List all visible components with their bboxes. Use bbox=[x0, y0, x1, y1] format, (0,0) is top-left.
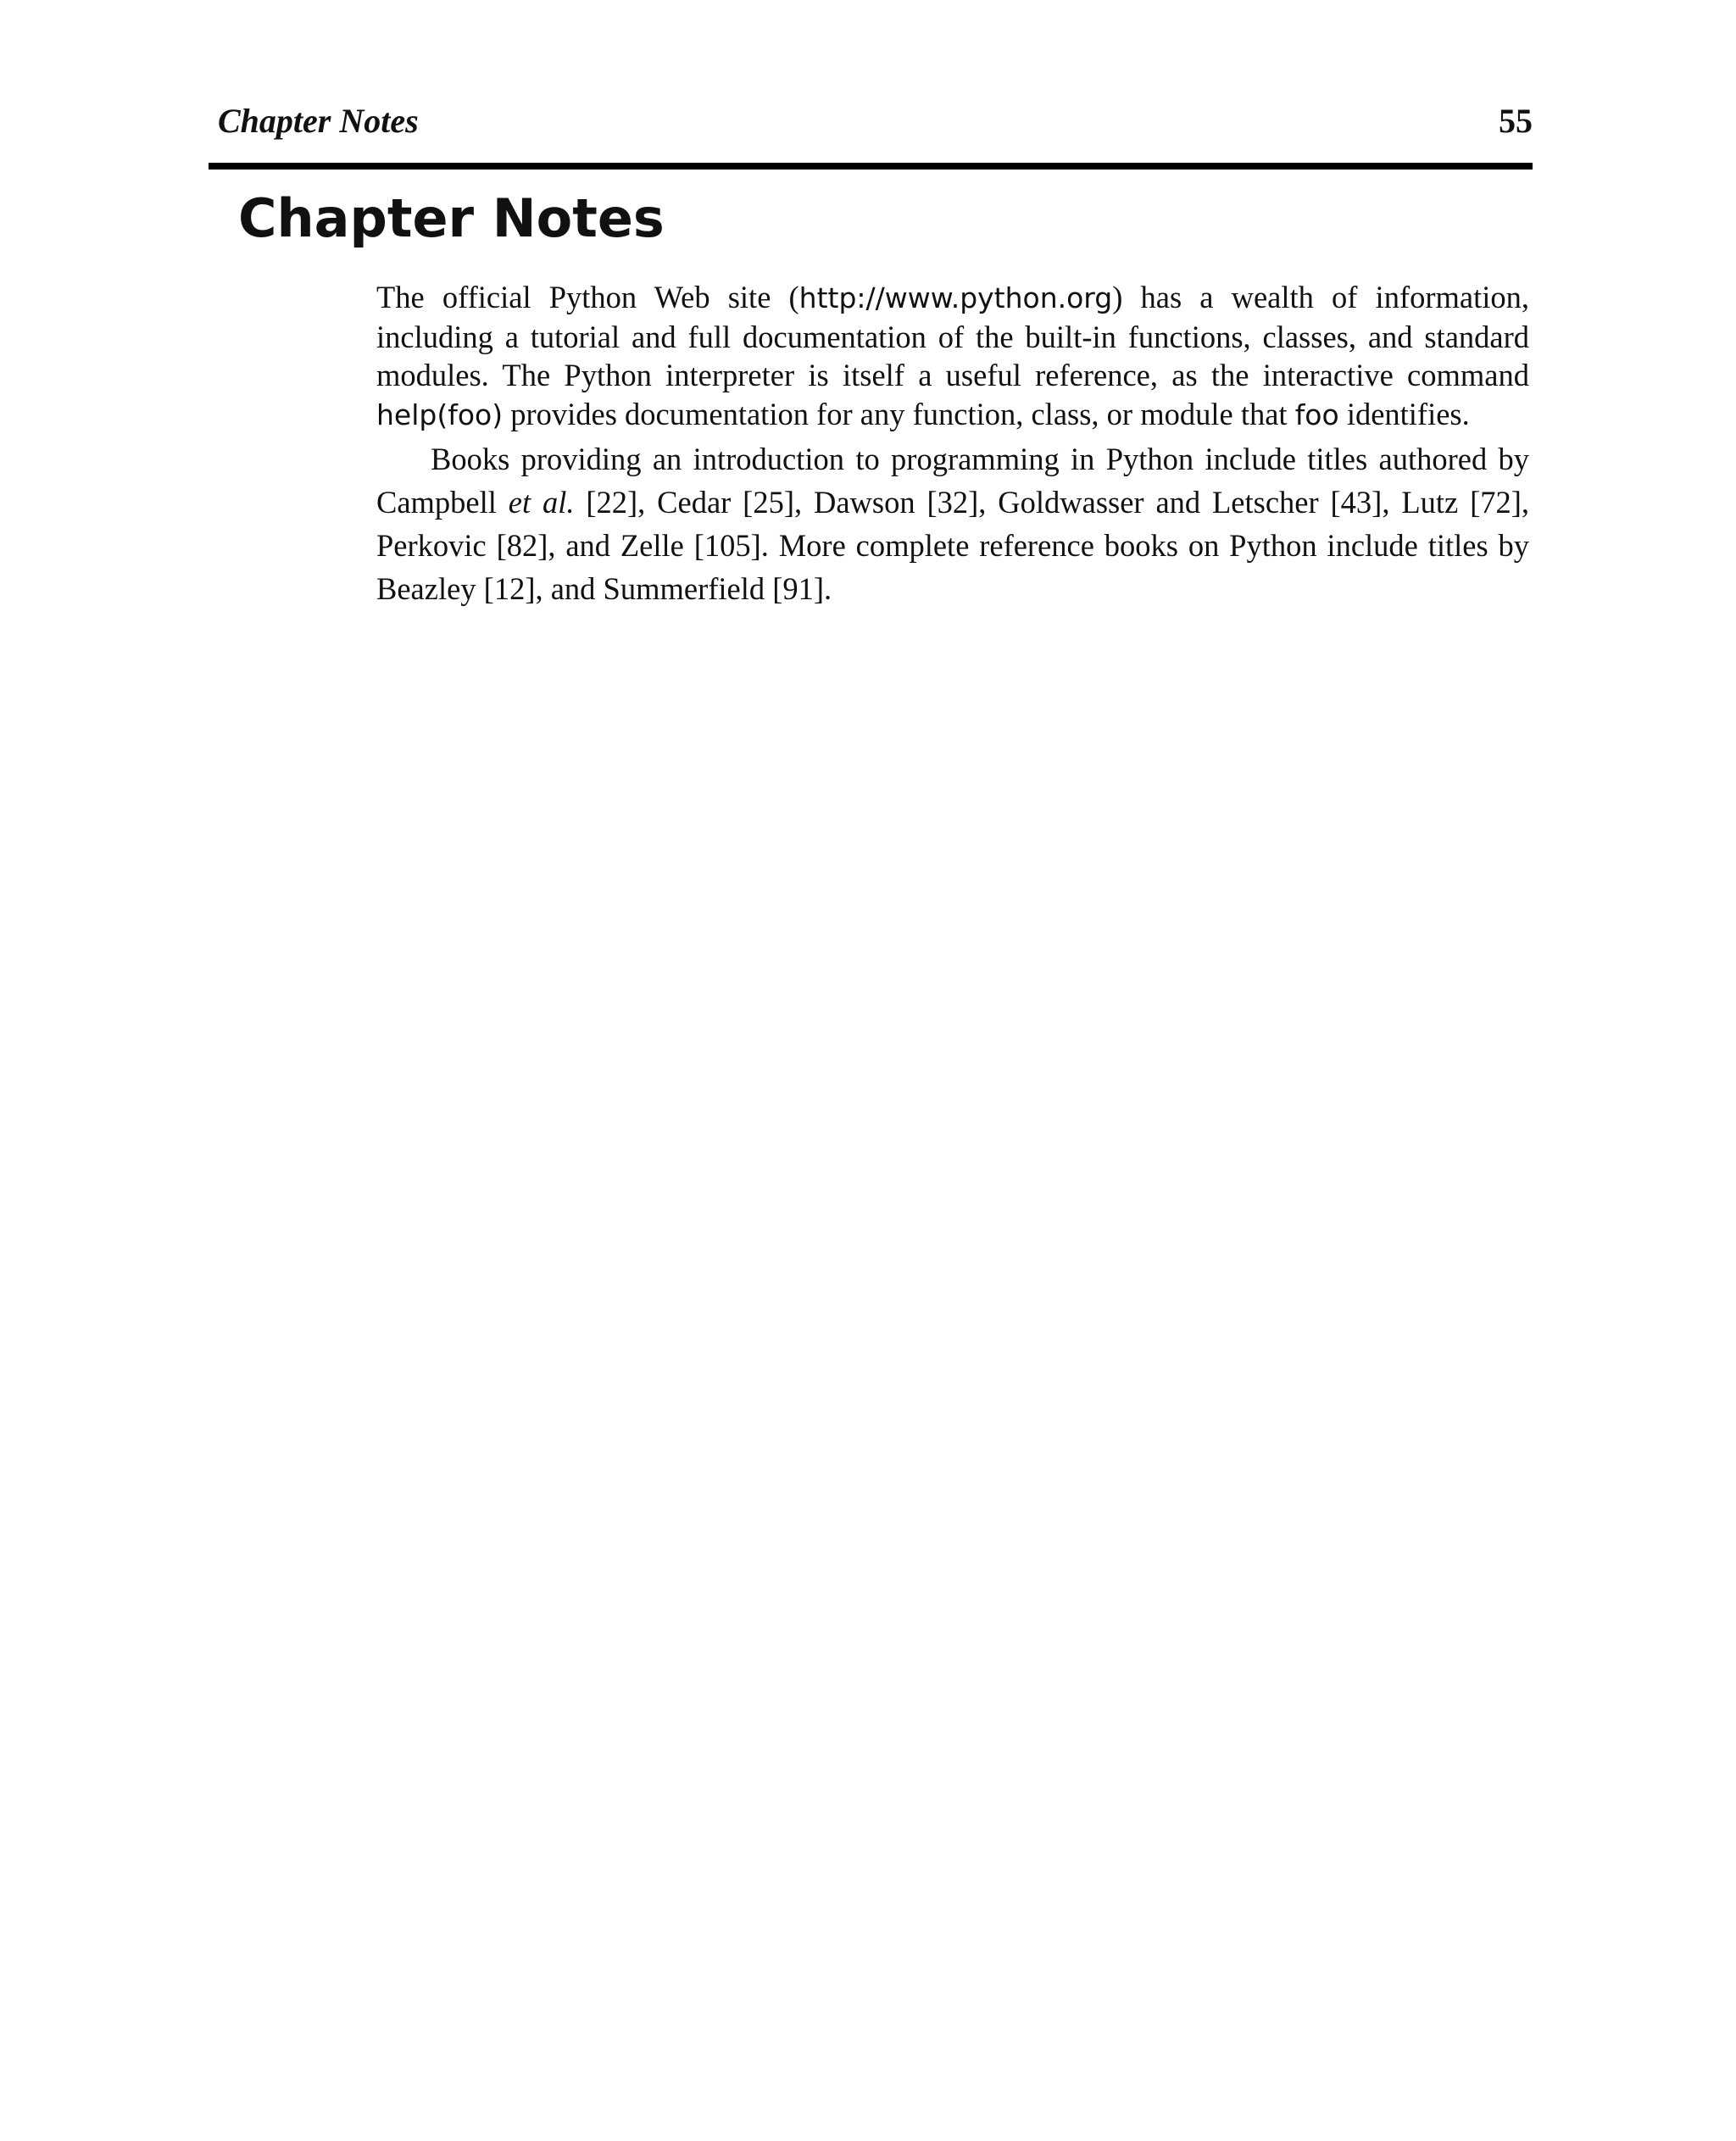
p1-text-4: identifies. bbox=[1338, 396, 1470, 431]
foo-identifier: foo bbox=[1294, 398, 1339, 431]
paragraph-2 bbox=[376, 437, 1529, 610]
p1-text-2: ) has a wealth of information, including a tutorial and full documentation of the built-in functions, classes, and standard modules. The Python interpreter is itself a useful reference, as the interactive command bbox=[376, 280, 1529, 392]
paragraph-1 bbox=[376, 278, 1529, 434]
p1-text-3: provides documentation for any function, class, or module that bbox=[503, 396, 1295, 431]
help-command: help(foo) bbox=[376, 398, 504, 431]
running-header bbox=[218, 95, 1533, 146]
p2-text-2: [22], Cedar [25], Dawson [32], Goldwasser and Letscher [43], Lutz [72], Perkovic [82], and Zelle [105]. More complete reference books on Python include titles by Beazley [12], and Summerfield [91]. bbox=[376, 485, 1529, 606]
p1-text-1: The official Python Web site ( bbox=[376, 280, 799, 314]
header-rule bbox=[209, 163, 1533, 170]
python-url: http://www.python.org bbox=[798, 281, 1113, 314]
running-header-title: Chapter Notes bbox=[218, 101, 419, 140]
section-title: Chapter Notes bbox=[238, 187, 665, 249]
p2-text-1: Books providing an introduction to programming in Python include titles authored by Campbell bbox=[376, 442, 1529, 520]
body-text bbox=[376, 278, 1529, 610]
page-number: 55 bbox=[1499, 101, 1533, 140]
et-al: et al. bbox=[508, 485, 575, 520]
